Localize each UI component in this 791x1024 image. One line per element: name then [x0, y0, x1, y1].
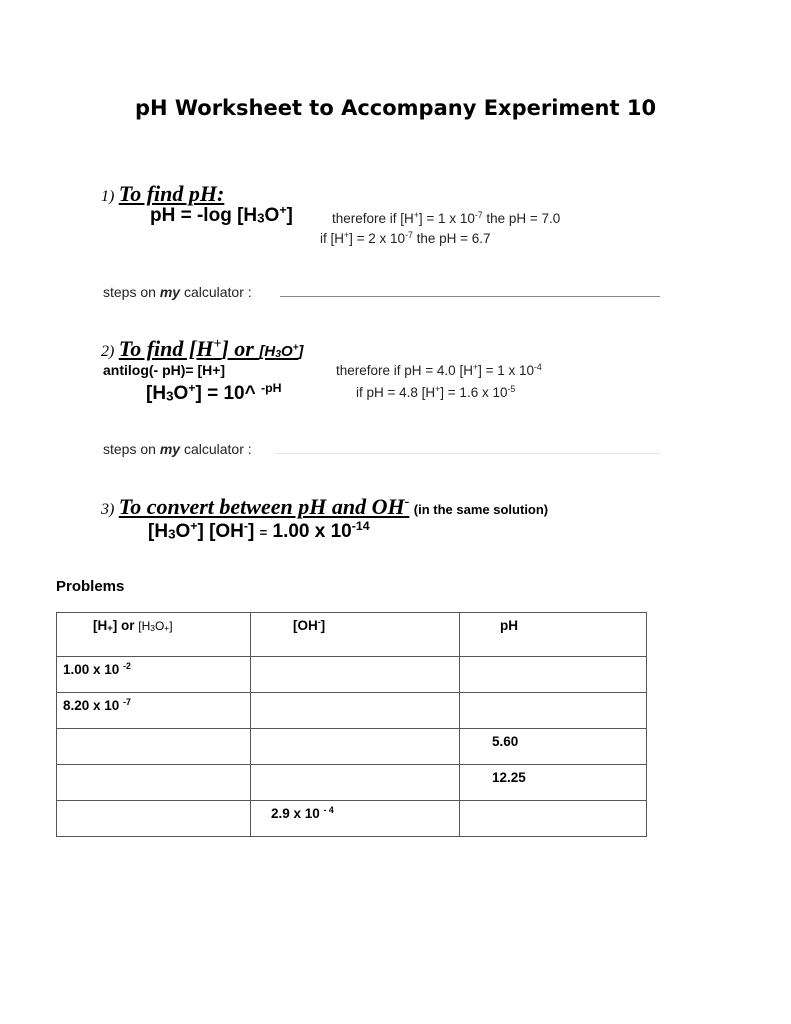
table-cell[interactable] [460, 657, 647, 693]
ph-example-1: therefore if [H+] = 1 x $10^{-7}$ the pH = 7.0 [332, 210, 561, 226]
section-3-note: (in the same solution) [413, 502, 549, 517]
steps-suffix: calculator : [183, 441, 252, 457]
table-header-row [57, 613, 647, 657]
table-cell[interactable] [251, 729, 460, 765]
steps-answer-line-1[interactable] [280, 296, 660, 297]
table-row [57, 693, 647, 729]
table-cell[interactable] [251, 657, 460, 693]
table-row [57, 765, 647, 801]
table-row [57, 729, 647, 765]
header-oh-concentration: [OH-] [251, 613, 460, 657]
table-row [57, 657, 647, 693]
table-cell[interactable]: 12.25 [460, 765, 647, 801]
problems-table [56, 612, 647, 837]
ph-example-2: if [H+] = 2 x $10^{-7}$ the pH = 6.7 [320, 230, 491, 246]
ph-formula: pH = -log $[H_3O^+]$ [150, 203, 293, 226]
section-2-title: To find [H+] or $[H_3O^+]$ [118, 336, 304, 361]
steps-label-2 [103, 441, 252, 457]
section-3-heading [101, 494, 548, 520]
steps-my: my [159, 441, 181, 457]
steps-suffix: calculator : [183, 284, 252, 300]
table-cell[interactable] [251, 693, 460, 729]
h3o-formula: $[H_3O^+]$ = 10^ $^{-pH}$ [146, 381, 282, 404]
table-cell[interactable]: 2.9 x 10 $^{- 4}$ [251, 801, 460, 837]
problems-label: Problems [56, 578, 125, 595]
table-cell[interactable] [57, 765, 251, 801]
steps-prefix: steps on [103, 441, 156, 457]
table-cell[interactable] [251, 765, 460, 801]
section-1-number: 1) [101, 188, 115, 205]
section-3-number: 3) [101, 501, 115, 518]
section-2-number: 2) [101, 343, 115, 360]
table-cell[interactable] [57, 801, 251, 837]
steps-my: my [159, 284, 181, 300]
water-equilibrium-formula: $[H_3O^+] [OH^-] = 1.00$ x $10^{-14}$ [148, 519, 370, 542]
section-3-title: To convert between pH and OH- [118, 494, 410, 519]
table-cell[interactable] [460, 693, 647, 729]
section-1-title: To find pH: [118, 181, 225, 206]
table-cell[interactable]: 8.20 x 10 $^{-7}$ [57, 693, 251, 729]
section-2-heading [101, 336, 303, 362]
steps-prefix: steps on [103, 284, 156, 300]
table-row [57, 801, 647, 837]
worksheet-title: pH Worksheet to Accompany Experiment 10 [134, 96, 657, 120]
h-example-2: if pH = 4.8 [H+] = 1.6 x $10^{-5}$ [356, 384, 516, 400]
h-example-1: therefore if pH = 4.0 [H+] = 1 x $10^{-4}$ [336, 362, 542, 378]
header-h-concentration: $[H_+]$ or $[H_3O_+]$ [57, 613, 251, 657]
table-cell[interactable]: 5.60 [460, 729, 647, 765]
header-ph: pH [460, 613, 647, 657]
steps-answer-line-2[interactable] [275, 453, 660, 454]
table-cell[interactable]: 1.00 x 10 $^{-2}$ [57, 657, 251, 693]
table-cell[interactable] [57, 729, 251, 765]
antilog-formula: antilog(- pH)= [H+] [103, 362, 226, 378]
section-1-heading [101, 181, 224, 207]
steps-label-1 [103, 284, 252, 300]
table-cell[interactable] [460, 801, 647, 837]
